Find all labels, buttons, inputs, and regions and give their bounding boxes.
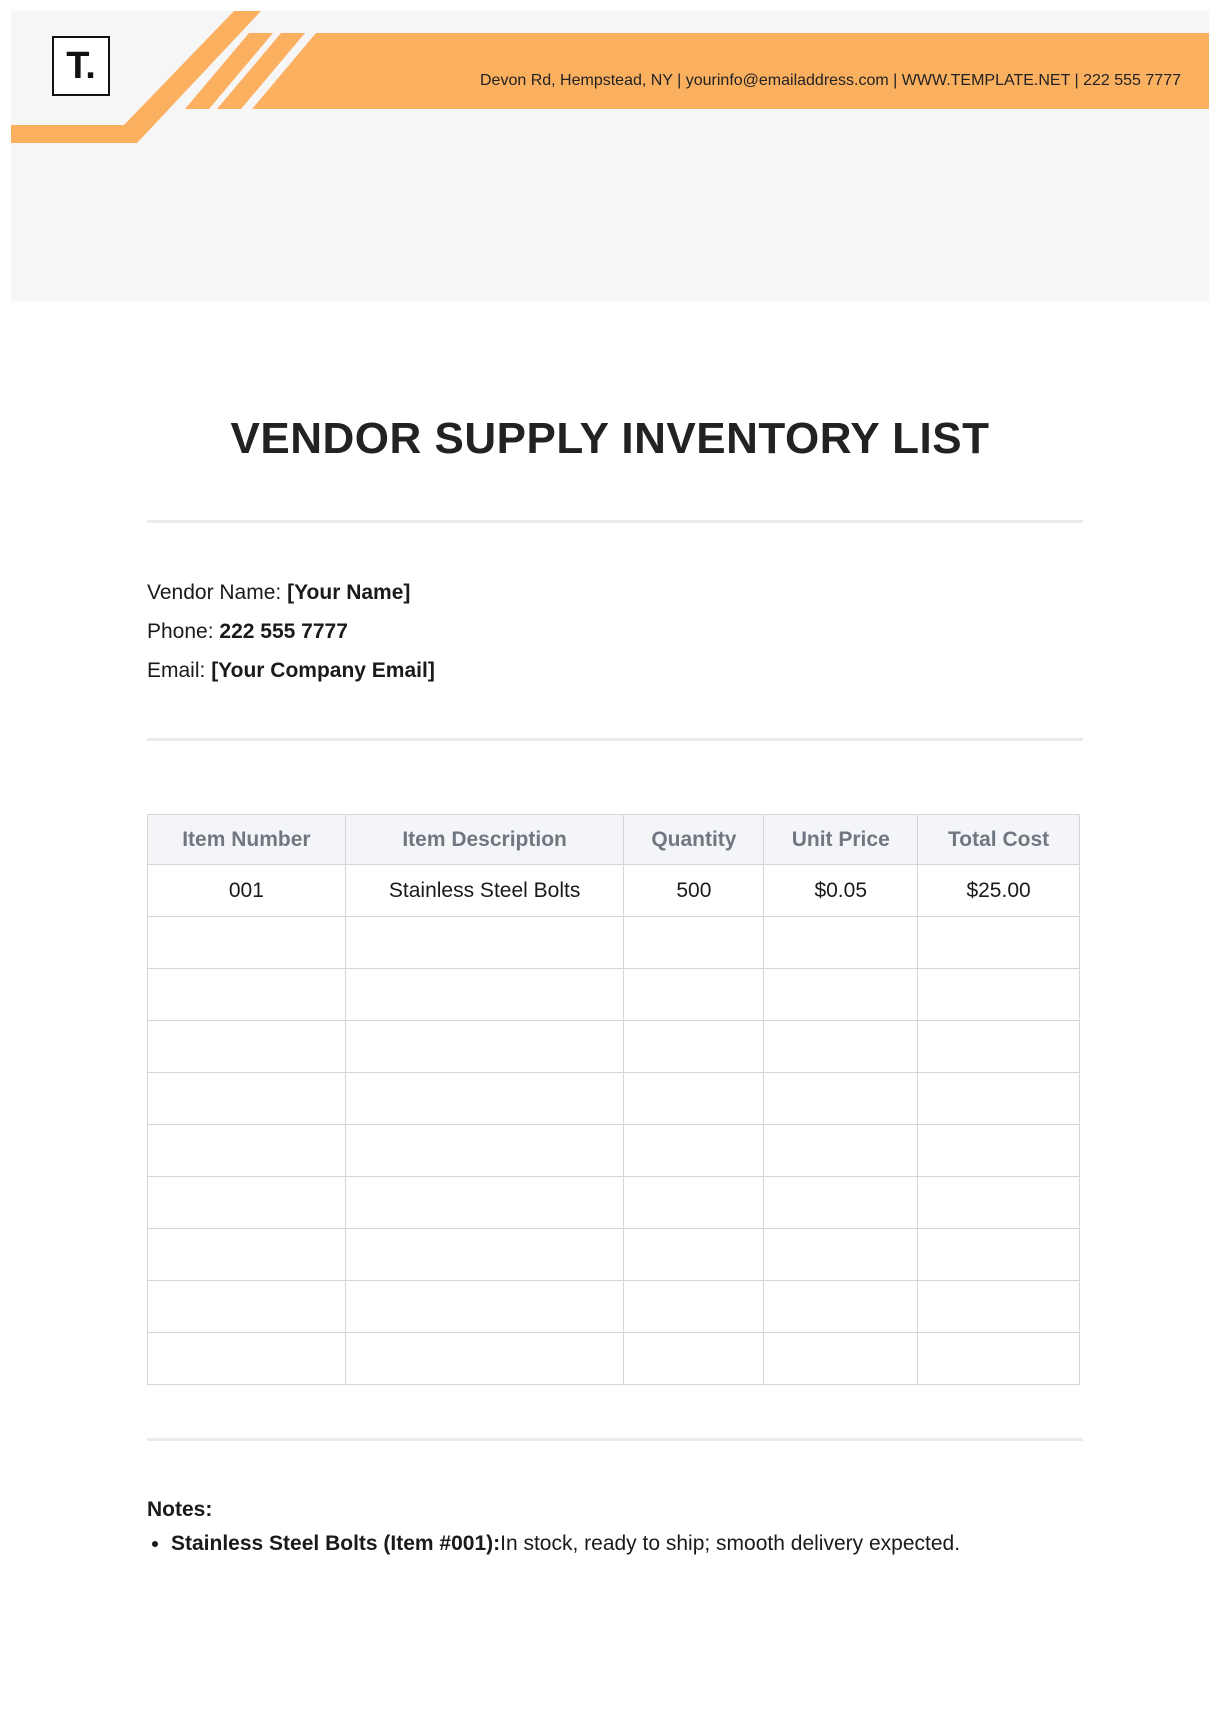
divider — [147, 738, 1083, 741]
empty-table-cell — [764, 917, 918, 969]
empty-table-cell — [764, 1125, 918, 1177]
vendor-email — [147, 658, 435, 684]
empty-table-cell — [764, 1073, 918, 1125]
empty-table-cell — [148, 917, 346, 969]
letterhead — [11, 11, 1209, 301]
phone-label: Phone: — [147, 620, 220, 643]
contact-info: Devon Rd, Hempstead, NY | yourinfo@emailaddress.com | WWW.TEMPLATE.NET | 222 555 7777 — [480, 72, 1181, 89]
note-item — [171, 1532, 960, 1556]
empty-table-cell — [345, 1281, 624, 1333]
notes-heading: Notes: — [147, 1498, 213, 1521]
divider — [147, 520, 1083, 523]
empty-table-cell — [918, 1281, 1080, 1333]
empty-table-cell — [918, 917, 1080, 969]
empty-table-cell — [345, 1229, 624, 1281]
table-cell: 500 — [624, 865, 764, 917]
empty-table-row — [148, 1021, 1080, 1073]
empty-table-cell — [764, 1281, 918, 1333]
empty-table-cell — [148, 969, 346, 1021]
empty-table-cell — [764, 1229, 918, 1281]
empty-table-cell — [148, 1073, 346, 1125]
empty-table-row — [148, 1177, 1080, 1229]
note-item-title: Stainless Steel Bolts (Item #001): — [171, 1532, 501, 1555]
empty-table-cell — [345, 969, 624, 1021]
column-header: Item Number — [148, 815, 346, 865]
empty-table-cell — [918, 1333, 1080, 1385]
column-header: Quantity — [624, 815, 764, 865]
empty-table-cell — [148, 1177, 346, 1229]
empty-table-cell — [148, 1333, 346, 1385]
empty-table-cell — [764, 1333, 918, 1385]
column-header: Total Cost — [918, 815, 1080, 865]
empty-table-cell — [918, 1021, 1080, 1073]
empty-table-cell — [918, 969, 1080, 1021]
empty-table-cell — [345, 1073, 624, 1125]
table-cell: $25.00 — [918, 865, 1080, 917]
note-item-text: In stock, ready to ship; smooth delivery expected. — [500, 1532, 961, 1555]
empty-table-row — [148, 1281, 1080, 1333]
inventory-table — [147, 814, 1080, 1385]
empty-table-cell — [345, 1177, 624, 1229]
empty-table-cell — [918, 1125, 1080, 1177]
vendor-name — [147, 580, 410, 606]
empty-table-cell — [624, 969, 764, 1021]
empty-table-row — [148, 1073, 1080, 1125]
page-title: VENDOR SUPPLY INVENTORY LIST — [230, 414, 990, 463]
empty-table-cell — [148, 1125, 346, 1177]
notes-section — [147, 1498, 960, 1556]
column-header: Item Description — [345, 815, 624, 865]
empty-table-cell — [918, 1073, 1080, 1125]
empty-table-cell — [624, 1021, 764, 1073]
table-cell: Stainless Steel Bolts — [345, 865, 624, 917]
empty-table-cell — [624, 1229, 764, 1281]
company-logo: T. — [52, 36, 110, 96]
email-label: Email: — [147, 659, 212, 682]
letterhead-graphic — [11, 11, 1209, 301]
empty-table-cell — [764, 1177, 918, 1229]
empty-table-cell — [624, 1177, 764, 1229]
empty-table-row — [148, 1125, 1080, 1177]
divider — [147, 1438, 1083, 1441]
empty-table-row — [148, 1229, 1080, 1281]
empty-table-row — [148, 917, 1080, 969]
empty-table-cell — [764, 969, 918, 1021]
vendor-phone — [147, 619, 348, 645]
empty-table-cell — [148, 1281, 346, 1333]
empty-table-cell — [624, 1073, 764, 1125]
vendor-name-label: Vendor Name: — [147, 581, 288, 604]
empty-table-row — [148, 969, 1080, 1021]
empty-table-cell — [148, 1021, 346, 1073]
empty-table-row — [148, 1333, 1080, 1385]
empty-table-cell — [764, 1021, 918, 1073]
empty-table-cell — [345, 1125, 624, 1177]
empty-table-cell — [345, 917, 624, 969]
table-cell: $0.05 — [764, 865, 918, 917]
vendor-name-value: [Your Name] — [287, 581, 411, 604]
empty-table-cell — [345, 1333, 624, 1385]
table-row — [148, 865, 1080, 917]
empty-table-cell — [624, 1333, 764, 1385]
empty-table-cell — [624, 917, 764, 969]
empty-table-cell — [918, 1229, 1080, 1281]
empty-table-cell — [624, 1125, 764, 1177]
empty-table-cell — [345, 1021, 624, 1073]
table-header-row — [148, 815, 1080, 865]
email-value: [Your Company Email] — [211, 659, 435, 682]
empty-table-cell — [148, 1229, 346, 1281]
phone-value: 222 555 7777 — [219, 620, 348, 643]
empty-table-cell — [624, 1281, 764, 1333]
empty-table-cell — [918, 1177, 1080, 1229]
table-cell: 001 — [148, 865, 346, 917]
column-header: Unit Price — [764, 815, 918, 865]
